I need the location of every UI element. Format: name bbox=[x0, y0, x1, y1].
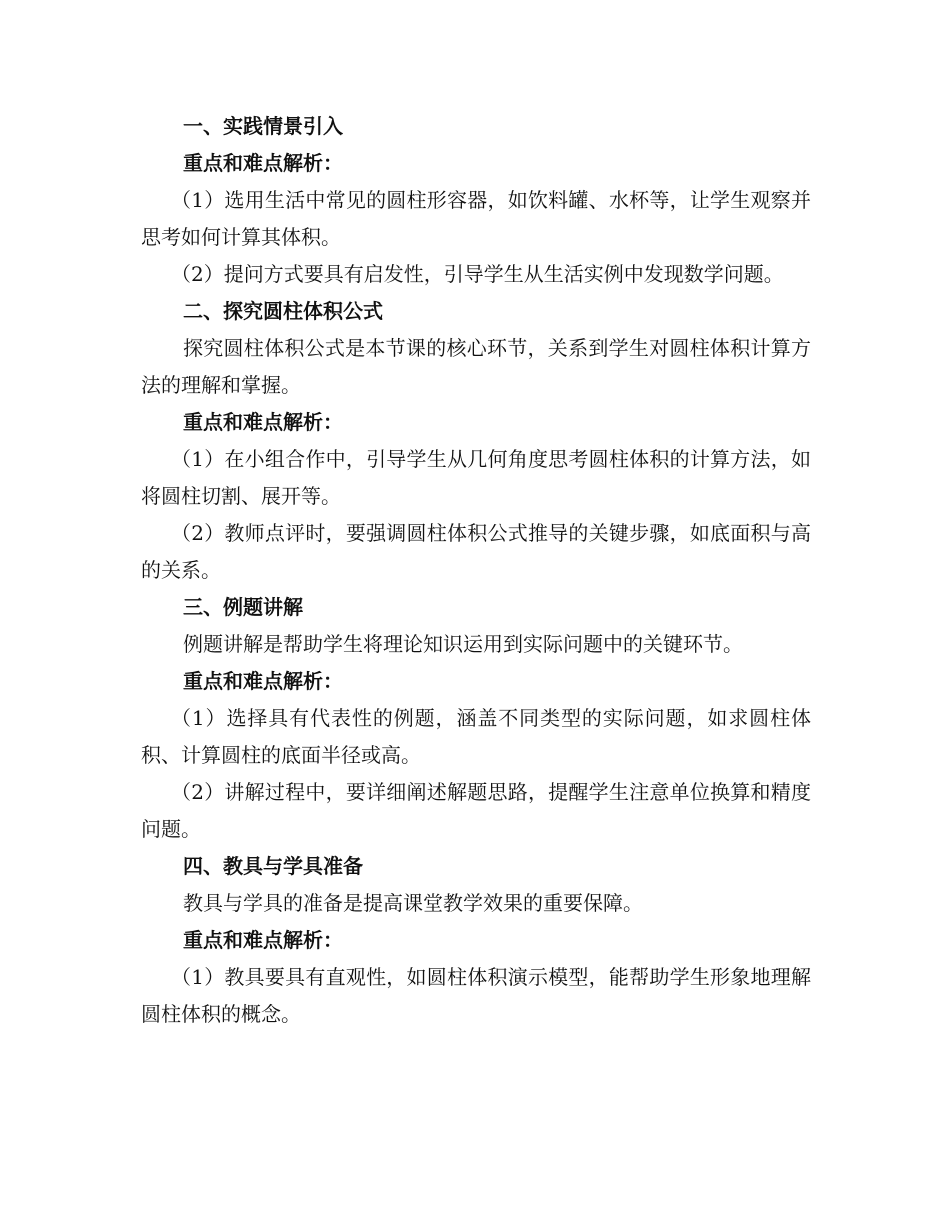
list-item: （1）选用生活中常见的圆柱形容器，如饮料罐、水杯等，让学生观察并思考如何计算其体积。 bbox=[141, 188, 811, 249]
list-item: （1）教具要具有直观性，如圆柱体积演示模型，能帮助学生形象地理解圆柱体积的概念。 bbox=[141, 965, 811, 1026]
section-heading: 四、教具与学具准备 bbox=[183, 854, 363, 878]
subheading: 重点和难点解析： bbox=[183, 928, 343, 952]
list-item: （1）在小组合作中，引导学生从几何角度思考圆柱体积的计算方法，如将圆柱切割、展开等。 bbox=[141, 447, 811, 508]
section-heading: 三、例题讲解 bbox=[183, 595, 303, 619]
list-item: （1）选择具有代表性的例题，涵盖不同类型的实际问题，如求圆柱体积、计算圆柱的底面半径或高。 bbox=[141, 706, 811, 767]
list-item: （2）教师点评时，要强调圆柱体积公式推导的关键步骤，如底面积与高的关系。 bbox=[141, 521, 811, 582]
body-paragraph: 例题讲解是帮助学生将理论知识运用到实际问题中的关键环节。 bbox=[183, 632, 743, 656]
subheading: 重点和难点解析： bbox=[183, 669, 343, 693]
body-paragraph: 教具与学具的准备是提高课堂教学效果的重要保障。 bbox=[183, 891, 643, 915]
document-body bbox=[141, 108, 811, 1033]
section-heading: 二、探究圆柱体积公式 bbox=[183, 299, 383, 323]
list-item: （2）讲解过程中，要详细阐述解题思路，提醒学生注意单位换算和精度问题。 bbox=[141, 780, 811, 841]
list-item: （2）提问方式要具有启发性，引导学生从生活实例中发现数学问题。 bbox=[171, 262, 784, 286]
body-paragraph: 探究圆柱体积公式是本节课的核心环节，关系到学生对圆柱体积计算方法的理解和掌握。 bbox=[141, 336, 811, 397]
section-heading: 一、实践情景引入 bbox=[183, 114, 343, 138]
subheading: 重点和难点解析： bbox=[183, 410, 343, 434]
subheading: 重点和难点解析： bbox=[183, 151, 343, 175]
